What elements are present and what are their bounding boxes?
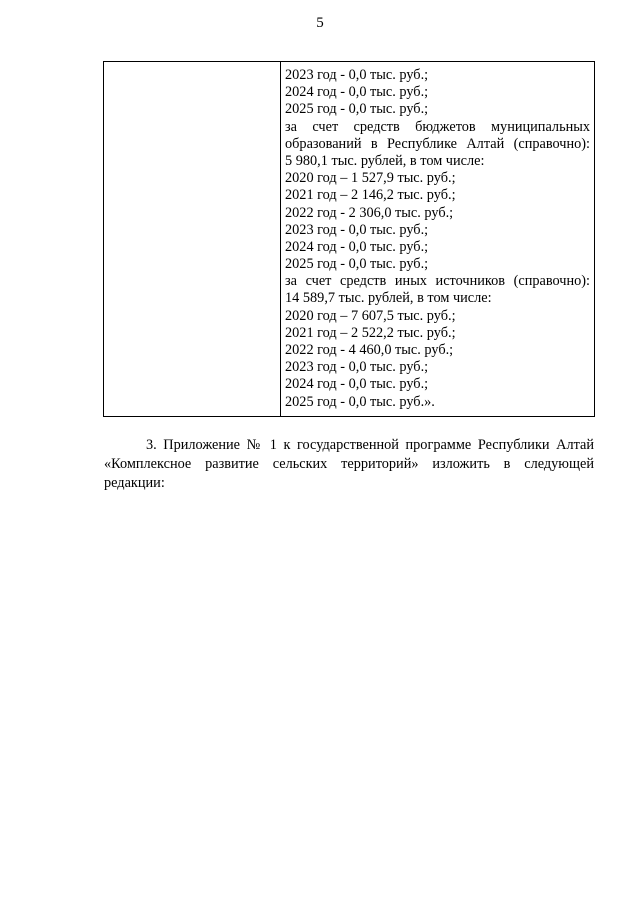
paragraph-line: редакции: bbox=[104, 475, 165, 491]
municipal-line-2025: 2025 год - 0,0 тыс. руб.; bbox=[285, 256, 429, 273]
municipal-budget-heading-cont: образований в Республике Алтай (справочно): bbox=[285, 135, 590, 152]
municipal-line-2024: 2024 год - 0,0 тыс. руб.; bbox=[285, 238, 429, 255]
program-funding-table bbox=[103, 61, 595, 417]
amendment-paragraph bbox=[104, 436, 594, 493]
paragraph-line: 3. Приложение № 1 к государственной программе Республики Алтай bbox=[146, 437, 594, 453]
other-line-2021: 2021 год – 2 522,2 тыс. руб.; bbox=[285, 324, 456, 341]
page-number: 5 bbox=[316, 15, 324, 31]
other-line-2023: 2023 год - 0,0 тыс. руб.; bbox=[285, 359, 429, 376]
other-line-2022: 2022 год - 4 460,0 тыс. руб.; bbox=[285, 342, 454, 358]
table-left-cell bbox=[104, 62, 281, 417]
municipal-budget-total: 5 980,1 тыс. рублей, в том числе: bbox=[285, 152, 485, 169]
other-line-2020: 2020 год – 7 607,5 тыс. руб.; bbox=[285, 307, 456, 324]
other-line-2025: 2025 год - 0,0 тыс. руб.». bbox=[285, 393, 435, 410]
table-right-cell bbox=[281, 62, 595, 417]
other-sources-heading: за счет средств иных источников (справочно): bbox=[285, 273, 590, 290]
municipal-line-2021: 2021 год – 2 146,2 тыс. руб.; bbox=[285, 187, 456, 204]
municipal-budget-heading: за счет средств бюджетов муниципальных bbox=[285, 118, 590, 135]
funding-line-2023: 2023 год - 0,0 тыс. руб.; bbox=[285, 67, 429, 83]
municipal-line-2022: 2022 год - 2 306,0 тыс. руб.; bbox=[285, 204, 454, 221]
paragraph-line: «Комплексное развитие сельских территорий» изложить в следующей bbox=[104, 456, 594, 472]
other-sources-total: 14 589,7 тыс. рублей, в том числе: bbox=[285, 290, 492, 307]
other-line-2024: 2024 год - 0,0 тыс. руб.; bbox=[285, 376, 429, 393]
funding-line-2025: 2025 год - 0,0 тыс. руб.; bbox=[285, 101, 429, 118]
table-row bbox=[104, 62, 595, 417]
municipal-line-2023: 2023 год - 0,0 тыс. руб.; bbox=[285, 221, 429, 238]
funding-line-2024: 2024 год - 0,0 тыс. руб.; bbox=[285, 84, 429, 101]
municipal-line-2020: 2020 год – 1 527,9 тыс. руб.; bbox=[285, 170, 456, 187]
